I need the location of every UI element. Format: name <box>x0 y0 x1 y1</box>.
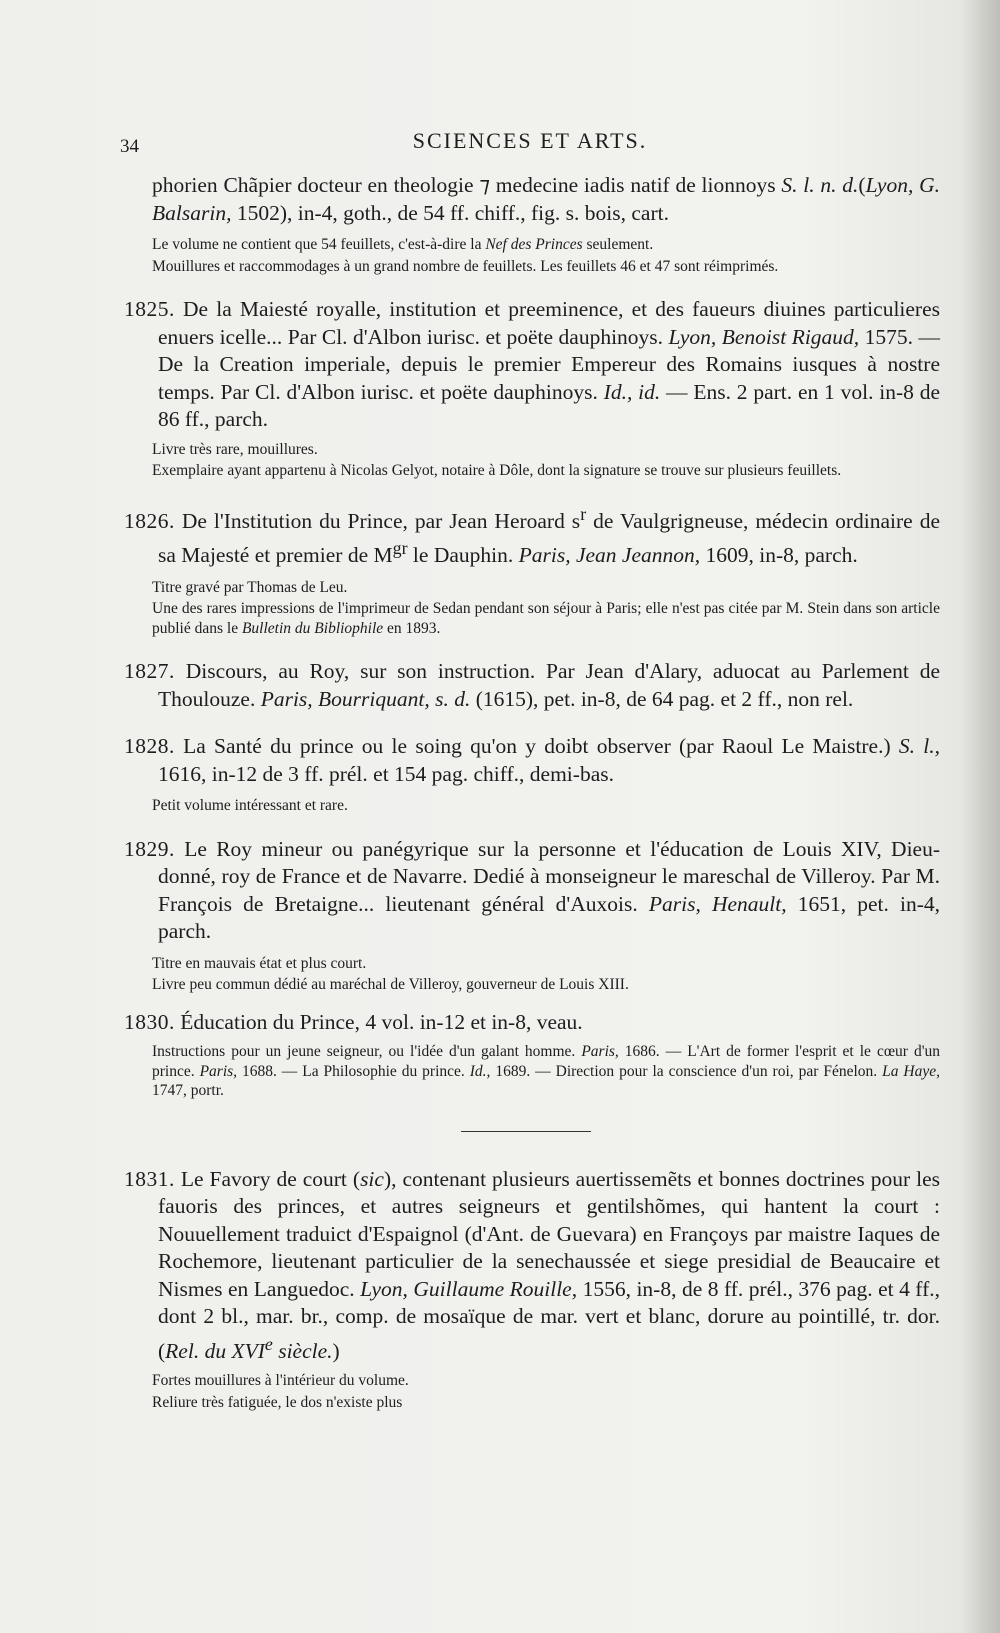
text-run: 1651, pet. in-4, parch. <box>158 891 941 944</box>
running-title: SCIENCES ET ARTS. <box>412 128 648 153</box>
text-run: en 1893. <box>383 619 441 637</box>
text-run: Le Roy mineur ou panégyrique sur la personne et l'éducation de Louis XIV, Dieu-donné, roy de France et de Navarre. Dedié à monseigneur le mareschal de Villeroy. Par M. François de Bretaigne... lieutenant général d'Auxois. <box>158 836 940 916</box>
entry-text <box>152 172 940 227</box>
entry-note: Titre en mauvais état et plus court. <box>152 954 367 972</box>
text-italic: S. l. n. d. <box>781 173 859 197</box>
text-run: ) <box>332 1338 340 1363</box>
entry-text <box>124 733 940 788</box>
text-run: 1575. — De la Creation imperiale, depuis le premier Empereur des Romains iusques à nostre temps. Par Cl. d'Albon iurisc. et poëte dauphinoys. <box>158 324 940 404</box>
superscript: r <box>580 503 587 524</box>
entry-1828 <box>124 733 940 816</box>
entry-note: Exemplaire ayant appartenu à Nicolas Gelyot, notaire à Dôle, dont la signature se trouve sur plusieurs feuillets. <box>152 462 842 479</box>
text-run: phorien Chãpier docteur en theologie ⁊ medecine iadis natif de lionnoys <box>152 173 776 197</box>
entry-text <box>124 501 940 570</box>
text-run: 1686. — L'Art de former l'esprit et le cœur d'un prince. <box>152 1043 940 1080</box>
entry-text <box>124 296 941 434</box>
entry-text <box>124 1166 940 1366</box>
text-italic: S. l., <box>898 734 940 759</box>
entry-1826 <box>124 501 940 639</box>
text-italic: Id., <box>469 1062 491 1080</box>
text-run: Éducation du Prince, 4 vol. in-12 et in-8, veau. <box>174 1009 583 1034</box>
text-italic: La Haye, <box>882 1062 940 1080</box>
entry-number: 1827. <box>124 659 175 684</box>
text-italic: Paris, <box>199 1062 238 1080</box>
text-run: 1747, portr. <box>152 1082 224 1100</box>
text-italic: Lyon, G. Balsarin, <box>152 173 940 225</box>
text-run: Le volume ne contient que 54 feuillets, c'est-à-dire la <box>152 236 486 253</box>
entry-1829 <box>124 836 941 995</box>
catalogue-entries <box>124 172 941 1412</box>
text-run: 1616, in-12 de 3 ff. prél. et 154 pag. chiff., demi-bas. <box>158 761 614 786</box>
text-run: La Santé du prince ou le soing qu'on y doibt observer (par Raoul Le Maistre.) <box>174 734 899 759</box>
entry-number: 1829. <box>124 836 175 861</box>
text-run: (1615), pet. in-8, de 64 pag. et 2 ff., non rel. <box>470 686 854 711</box>
entry-number: 1825. <box>124 297 175 321</box>
text-italic: Bulletin du Bibliophile <box>241 619 384 637</box>
entry-note: Reliure très fatiguée, le dos n'existe plus <box>152 1393 403 1411</box>
page-header <box>120 128 940 158</box>
text-run: 1689. — Direction pour la conscience d'un roi, par Fénelon. <box>490 1062 883 1080</box>
entry-number: 1831. <box>124 1166 175 1191</box>
entry-note: Petit volume intéressant et rare. <box>152 797 348 815</box>
text-run: ), contenant plusieurs auertissemẽts et bonnes doctrines pour les fauoris des princes, et autres seigneurs et gentilshõmes, qui hantent la court : Nouuellement traduict d'Espaignol (d'Ant. de Guevara) en Françoys par maistre Iaques de Rochemore, lieutenant particulier de la senechaussée et siege presidial de Beaucaire et Nismes en Languedoc. <box>158 1166 940 1301</box>
text-run: de Vaulgrigneuse, médecin ordinaire de sa Majesté et premier de M <box>158 508 940 568</box>
entry-note <box>152 235 940 255</box>
text-run: siècle. <box>272 1338 333 1363</box>
entry-note: Livre très rare, mouillures. <box>152 440 318 458</box>
text-italic: Id., id. <box>603 379 661 404</box>
text-italic: Paris, <box>581 1043 619 1061</box>
text-run: 1609, in-8, parch. <box>700 543 858 568</box>
text-italic: Lyon, Guillaume Rouille, <box>360 1276 578 1301</box>
text-italic: Paris, Jean Jeannon, <box>518 543 701 568</box>
text-run: Une des rares impressions de l'imprimeur de Sedan pendant son séjour à Paris; elle n'est pas citée par M. Stein dans son article publié dans le <box>152 600 940 637</box>
entry-note <box>152 1042 940 1101</box>
entry-text <box>124 1009 940 1037</box>
entry-number: 1826. <box>124 508 175 533</box>
text-run: ( <box>858 173 866 197</box>
text-run: seulement. <box>582 236 654 253</box>
text-italic: sic <box>360 1166 384 1191</box>
text-run: 1556, in-8, de 8 ff. prél., 376 pag. et 4 ff., dont 2 bl., mar. br., comp. de mosaïque de mar. vert et blanc, dorure au pointillé, tr. dor. ( <box>158 1276 940 1363</box>
entry-note: Livre peu commun dédié au maréchal de Villeroy, gouverneur de Louis XIII. <box>152 976 629 994</box>
section-divider <box>461 1131 591 1132</box>
text-run: le Dauphin. <box>407 543 519 568</box>
superscript: e <box>264 1333 273 1354</box>
entry-1825 <box>124 296 941 481</box>
entry-number: 1830. <box>124 1009 175 1034</box>
entry-note: Titre gravé par Thomas de Leu. <box>152 578 348 596</box>
text-italic: Nef des Princes <box>485 236 583 253</box>
text-run: Le Favory de court ( <box>174 1166 361 1191</box>
page-number: 34 <box>120 136 139 157</box>
text-italic <box>165 1333 333 1363</box>
text-run: Instructions pour un jeune seigneur, ou l'idée d'un galant homme. <box>152 1043 582 1061</box>
superscript: gr <box>392 538 408 559</box>
entry-note: Fortes mouillures à l'intérieur du volume. <box>152 1372 409 1390</box>
entry-number: 1828. <box>124 734 175 759</box>
entry-text <box>124 836 941 946</box>
entry-continuation <box>152 172 940 276</box>
entry-note <box>152 599 940 638</box>
text-italic: Paris, Bourriquant, s. d. <box>260 686 471 711</box>
entry-text <box>124 658 940 713</box>
text-run: Discours, au Roy, sur son instruction. Par Jean d'Alary, aduocat au Parlement de Thoulouze. <box>158 659 940 711</box>
text-run: De l'Institution du Prince, par Jean Heroard s <box>174 508 581 533</box>
text-run: 1688. — La Philosophie du prince. <box>237 1062 470 1080</box>
entry-1827 <box>124 658 940 713</box>
text-italic: Lyon, Benoist Rigaud, <box>668 324 860 349</box>
entry-note: Mouillures et raccommodages à un grand nombre de feuillets. Les feuillets 46 et 47 sont réimprimés. <box>152 257 779 275</box>
text-run: 1502), in-4, goth., de 54 ff. chiff., fig. s. bois, cart. <box>231 200 669 225</box>
text-run: De la Maiesté royalle, institution et preeminence, et des faueurs diuines particulieres enuers icelle... Par Cl. d'Albon iurisc. et poëte dauphinoys. <box>158 297 940 349</box>
text-run: — Ens. 2 part. en 1 vol. in-8 de 86 ff., parch. <box>158 379 941 431</box>
text-run: Rel. du XVI <box>165 1338 265 1363</box>
text-italic: Paris, Henault, <box>648 891 787 916</box>
entry-1831 <box>124 1166 940 1413</box>
entry-1830 <box>124 1009 940 1101</box>
